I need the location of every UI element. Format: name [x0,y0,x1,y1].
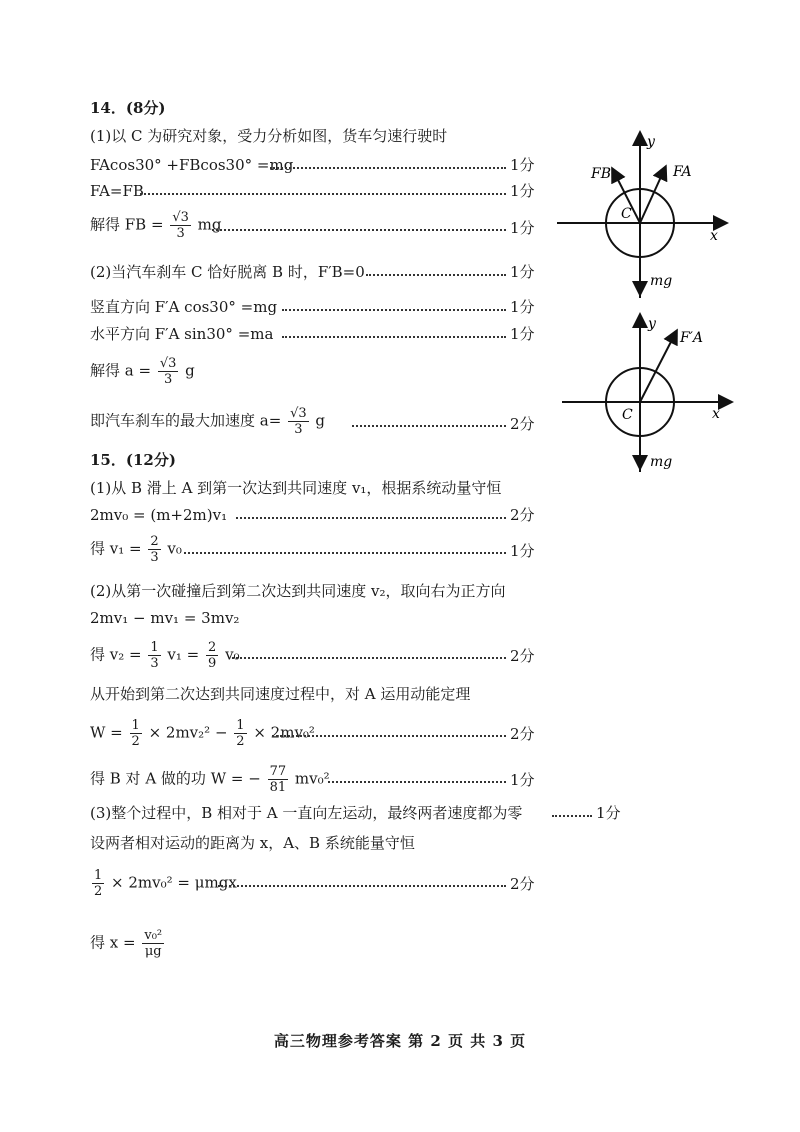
force-fa-prime-arrow [640,332,676,402]
score: 1分 [510,325,535,343]
label-fa: FA [673,164,692,180]
q15-energy-eq: $\frac{1}{2}$ × 2mv₀² = μmgx [94,868,237,899]
leader-dots [184,552,506,554]
q14-part1-intro: (1)以 C 为研究对象，受力分析如图，货车匀速行驶时 [90,127,448,145]
label-x: x [712,406,720,422]
q15-v2: 得 v₂ = $\frac{1}{3}$ v₁ = $\frac{2}{9}$ v₀ [90,640,240,671]
leader-dots [236,517,506,519]
leader-dots [352,425,506,427]
q15-part1-intro: (1)从 B 滑上 A 到第一次达到共同速度 v₁，根据系统动量守恒 [90,479,502,497]
fraction: $\frac{1}{2}$ [236,718,245,749]
score: 2分 [510,415,535,433]
score: 1分 [510,298,535,316]
label-y: y [647,134,655,150]
score: 2分 [510,725,535,743]
leader-dots [282,309,506,311]
force-diagram-1 [555,128,735,303]
q14-part2-intro: (2)当汽车刹车 C 恰好脱离 B 时，F′B=0 [90,263,365,281]
q15-momentum1: 2mv₀ = (m+2m)v₁ [90,506,228,524]
score: 1分 [510,771,535,789]
label-fa-prime: F′A [680,330,704,346]
fraction: $\frac{1}{3}$ [150,640,159,671]
q15-part3-setup: 设两者相对运动的距离为 x，A、B 系统能量守恒 [90,834,415,852]
q15-part3-intro: (3)整个过程中，B 相对于 A 一直向左运动，最终两者速度都为零 [90,804,523,822]
q15-energy-intro: 从开始到第二次达到共同速度过程中，对 A 运用动能定理 [90,685,471,703]
fraction: $\frac{\text{v₀²}}{\mu g}$ [144,928,163,959]
q15-x-result: 得 x = $\frac{\text{v₀²}}{\mu g}$ [90,928,163,959]
leader-dots [366,274,506,276]
q15-work-eq: W = $\frac{1}{2}$ × 2mv₂² − $\frac{1}{2}$ × 2mv₀² [90,718,315,749]
score: 1分 [510,182,535,200]
label-c: C [622,407,633,423]
score: 1分 [596,804,621,822]
fraction: $\frac{√3}{3}$ [290,406,307,437]
leader-dots [270,167,506,169]
q14-vertical: 竖直方向 F′A cos30° =mg [90,298,278,316]
leader-dots [328,781,506,783]
q14-eq1: FAcos30° +FBcos30° =mg [90,156,294,174]
leader-dots [140,193,506,195]
q14-solve-a: 解得 a = $\frac{√3}{3}$ g [90,356,195,387]
q14-eq2: FA=FB [90,182,144,200]
leader-dots [282,336,506,338]
fraction: $\frac{√3}{3}$ [159,356,177,387]
q15-title: 15．(12分) [90,451,176,469]
q15-momentum2: 2mv₁ − mv₁ = 3mv₂ [90,609,240,627]
fraction: $\frac{1}{2}$ [94,868,103,899]
q14-title: 14．(8分) [90,99,166,117]
q15-part2-intro: (2)从第一次碰撞后到第二次达到共同速度 v₂，取向右为正方向 [90,582,506,600]
leader-dots [552,815,592,817]
score: 2分 [510,875,535,893]
page-footer: 高三物理参考答案 第 2 页 共 3 页 [273,1032,527,1050]
leader-dots [232,657,506,659]
score: 1分 [510,542,535,560]
q14-eq3: 解得 FB = $\frac{√3}{3}$ mg [90,210,222,241]
label-mg: mg [650,454,673,470]
label-mg: mg [650,273,673,289]
label-fb: FB [591,166,612,182]
q14-horizontal: 水平方向 F′A sin30° =ma [90,325,274,343]
leader-dots [212,229,506,231]
fraction: $\frac{2}{3}$ [150,534,159,565]
score: 1分 [510,263,535,281]
score: 2分 [510,506,535,524]
fraction: $\frac{1}{2}$ [131,718,140,749]
q14-max-accel: 即汽车刹车的最大加速度 a= $\frac{√3}{3}$ g [90,406,325,437]
fraction: $\frac{77}{81}$ [269,764,287,795]
q15-v1: 得 v₁ = $\frac{2}{3}$ v₀ [90,534,182,565]
fraction: $\frac{2}{9}$ [208,640,217,671]
fraction: $\frac{√3}{3}$ [172,210,189,241]
label-y: y [648,316,656,332]
label-x: x [710,228,718,244]
label-c: C [621,206,632,222]
leader-dots [272,735,506,737]
leader-dots [218,885,506,887]
score: 2分 [510,647,535,665]
score: 1分 [510,219,535,237]
score: 1分 [510,156,535,174]
q15-work-result: 得 B 对 A 做的功 W = − $\frac{77}{81}$ mv₀² [90,764,330,795]
force-diagram-2 [560,312,740,477]
